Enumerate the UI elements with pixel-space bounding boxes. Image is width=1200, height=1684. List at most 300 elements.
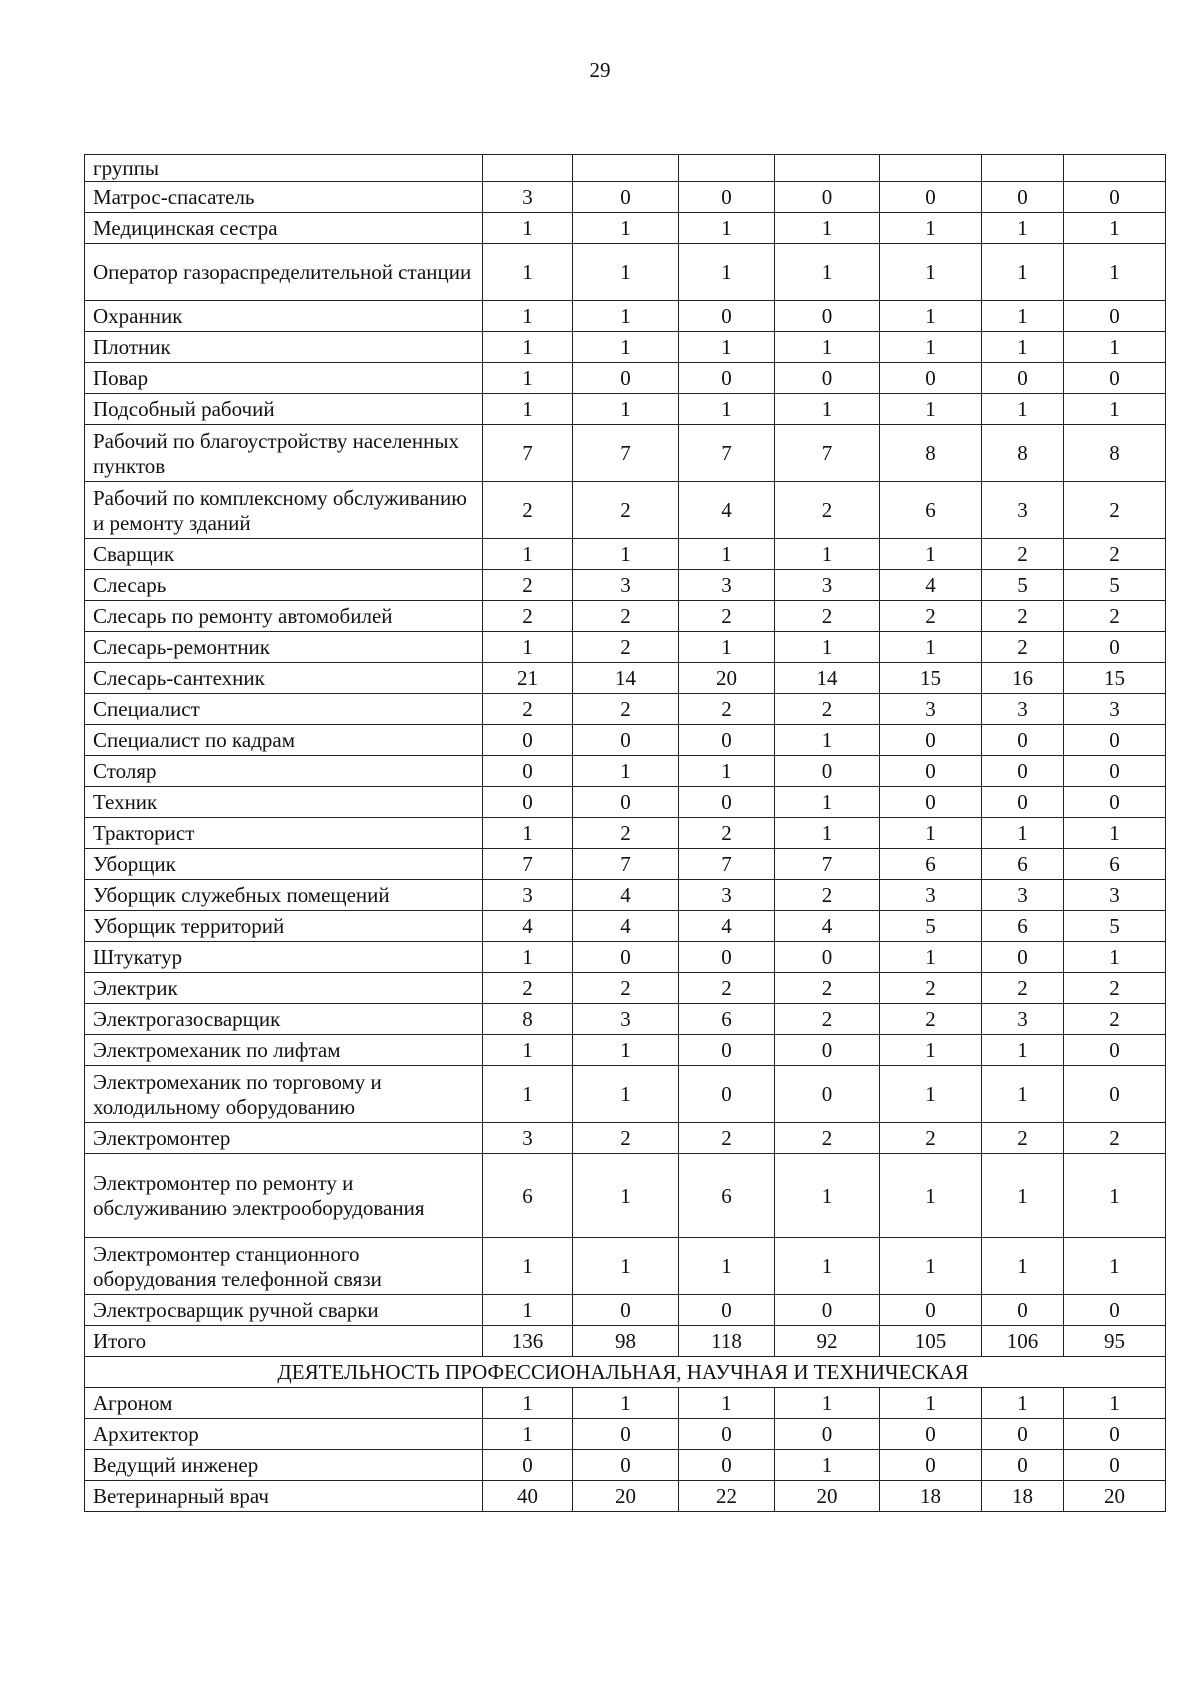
profession-cell: Архитектор bbox=[85, 1419, 483, 1450]
value-cell: 3 bbox=[1064, 880, 1166, 911]
value-cell: 0 bbox=[573, 363, 679, 394]
value-cell: 2 bbox=[880, 601, 982, 632]
value-cell: 1 bbox=[982, 1035, 1064, 1066]
table-row bbox=[85, 425, 1166, 482]
staffing-table bbox=[84, 154, 1166, 1512]
value-cell: 0 bbox=[1064, 182, 1166, 213]
table-row bbox=[85, 1295, 1166, 1326]
profession-cell: Слесарь-сантехник bbox=[85, 663, 483, 694]
value-cell: 3 bbox=[483, 182, 573, 213]
profession-cell: Электромеханик по торговому и холодильному оборудованию bbox=[85, 1066, 483, 1123]
value-cell: 0 bbox=[880, 182, 982, 213]
value-cell: 0 bbox=[1064, 725, 1166, 756]
value-cell: 1 bbox=[775, 213, 880, 244]
profession-cell: Столяр bbox=[85, 756, 483, 787]
profession-cell: Штукатур bbox=[85, 942, 483, 973]
value-cell: 1 bbox=[573, 539, 679, 570]
table-row bbox=[85, 394, 1166, 425]
value-cell: 0 bbox=[880, 787, 982, 818]
value-cell: 0 bbox=[679, 301, 775, 332]
profession-cell: Специалист bbox=[85, 694, 483, 725]
profession-cell: Рабочий по благоустройству населенных пунктов bbox=[85, 425, 483, 482]
value-cell: 2 bbox=[483, 570, 573, 601]
profession-cell: Специалист по кадрам bbox=[85, 725, 483, 756]
value-cell: 1 bbox=[679, 539, 775, 570]
value-cell: 1 bbox=[982, 244, 1064, 301]
value-cell: 2 bbox=[483, 601, 573, 632]
value-cell: 1 bbox=[880, 301, 982, 332]
value-cell: 0 bbox=[880, 363, 982, 394]
profession-cell: Подсобный рабочий bbox=[85, 394, 483, 425]
table-row bbox=[85, 973, 1166, 1004]
value-cell: 1 bbox=[880, 942, 982, 973]
value-cell: 0 bbox=[1064, 301, 1166, 332]
value-cell bbox=[573, 155, 679, 182]
value-cell: 1 bbox=[679, 244, 775, 301]
value-cell: 1 bbox=[880, 332, 982, 363]
value-cell: 1 bbox=[982, 394, 1064, 425]
value-cell: 1 bbox=[483, 244, 573, 301]
value-cell: 20 bbox=[679, 663, 775, 694]
value-cell: 4 bbox=[880, 570, 982, 601]
value-cell: 0 bbox=[1064, 1450, 1166, 1481]
table-row bbox=[85, 1004, 1166, 1035]
value-cell: 2 bbox=[880, 1123, 982, 1154]
value-cell: 0 bbox=[982, 363, 1064, 394]
value-cell: 92 bbox=[775, 1326, 880, 1357]
value-cell: 2 bbox=[982, 539, 1064, 570]
value-cell: 1 bbox=[1064, 1388, 1166, 1419]
value-cell: 0 bbox=[679, 1419, 775, 1450]
section-heading-row bbox=[85, 1357, 1166, 1388]
value-cell: 3 bbox=[982, 1004, 1064, 1035]
profession-cell: Рабочий по комплексному обслуживанию и ремонту зданий bbox=[85, 482, 483, 539]
value-cell: 1 bbox=[880, 1066, 982, 1123]
value-cell: 1 bbox=[775, 787, 880, 818]
value-cell: 0 bbox=[880, 1419, 982, 1450]
value-cell: 0 bbox=[573, 725, 679, 756]
table-row bbox=[85, 539, 1166, 570]
value-cell: 1 bbox=[483, 1388, 573, 1419]
value-cell: 7 bbox=[775, 425, 880, 482]
value-cell: 0 bbox=[483, 756, 573, 787]
value-cell: 1 bbox=[573, 244, 679, 301]
value-cell: 0 bbox=[573, 942, 679, 973]
value-cell: 1 bbox=[1064, 1238, 1166, 1295]
value-cell: 0 bbox=[1064, 1295, 1166, 1326]
value-cell: 0 bbox=[679, 1295, 775, 1326]
value-cell: 0 bbox=[679, 363, 775, 394]
profession-cell: Уборщик bbox=[85, 849, 483, 880]
profession-cell: Электромонтер по ремонту и обслуживанию электрооборудования bbox=[85, 1154, 483, 1238]
value-cell: 3 bbox=[1064, 694, 1166, 725]
value-cell: 6 bbox=[982, 849, 1064, 880]
value-cell: 1 bbox=[982, 1238, 1064, 1295]
value-cell: 0 bbox=[880, 1295, 982, 1326]
value-cell: 8 bbox=[483, 1004, 573, 1035]
profession-cell: Итого bbox=[85, 1326, 483, 1357]
value-cell: 8 bbox=[1064, 425, 1166, 482]
value-cell: 5 bbox=[982, 570, 1064, 601]
value-cell: 0 bbox=[982, 756, 1064, 787]
value-cell: 1 bbox=[483, 363, 573, 394]
value-cell: 1 bbox=[880, 1388, 982, 1419]
value-cell: 1 bbox=[679, 632, 775, 663]
value-cell: 0 bbox=[483, 787, 573, 818]
value-cell: 2 bbox=[982, 973, 1064, 1004]
value-cell: 2 bbox=[775, 601, 880, 632]
value-cell: 0 bbox=[775, 1419, 880, 1450]
value-cell: 1 bbox=[775, 1238, 880, 1295]
table-row bbox=[85, 725, 1166, 756]
value-cell: 0 bbox=[775, 182, 880, 213]
profession-cell: Уборщик территорий bbox=[85, 911, 483, 942]
profession-cell: Агроном bbox=[85, 1388, 483, 1419]
value-cell: 0 bbox=[679, 725, 775, 756]
value-cell: 0 bbox=[1064, 1035, 1166, 1066]
value-cell: 2 bbox=[573, 482, 679, 539]
value-cell: 2 bbox=[775, 1123, 880, 1154]
value-cell: 0 bbox=[982, 787, 1064, 818]
value-cell: 2 bbox=[775, 694, 880, 725]
value-cell: 118 bbox=[679, 1326, 775, 1357]
value-cell: 0 bbox=[1064, 787, 1166, 818]
value-cell: 2 bbox=[573, 818, 679, 849]
value-cell: 0 bbox=[982, 1419, 1064, 1450]
value-cell: 1 bbox=[775, 1388, 880, 1419]
value-cell: 1 bbox=[679, 213, 775, 244]
profession-cell: Повар bbox=[85, 363, 483, 394]
value-cell: 2 bbox=[1064, 539, 1166, 570]
value-cell: 1 bbox=[679, 756, 775, 787]
value-cell: 2 bbox=[1064, 973, 1166, 1004]
value-cell: 3 bbox=[679, 880, 775, 911]
value-cell: 3 bbox=[880, 694, 982, 725]
value-cell: 1 bbox=[573, 394, 679, 425]
value-cell: 1 bbox=[679, 332, 775, 363]
value-cell: 1 bbox=[573, 213, 679, 244]
table-row bbox=[85, 942, 1166, 973]
value-cell bbox=[1064, 155, 1166, 182]
value-cell: 1 bbox=[775, 632, 880, 663]
value-cell: 1 bbox=[982, 1388, 1064, 1419]
profession-cell: Уборщик служебных помещений bbox=[85, 880, 483, 911]
value-cell: 1 bbox=[1064, 394, 1166, 425]
table-row bbox=[85, 632, 1166, 663]
value-cell: 2 bbox=[679, 601, 775, 632]
value-cell: 2 bbox=[775, 482, 880, 539]
table-row bbox=[85, 363, 1166, 394]
profession-cell: Плотник bbox=[85, 332, 483, 363]
table-row bbox=[85, 1238, 1166, 1295]
value-cell: 20 bbox=[573, 1481, 679, 1512]
value-cell: 1 bbox=[483, 213, 573, 244]
value-cell: 2 bbox=[573, 973, 679, 1004]
value-cell bbox=[880, 155, 982, 182]
value-cell: 2 bbox=[775, 1004, 880, 1035]
value-cell: 2 bbox=[982, 601, 1064, 632]
profession-cell: Электромонтер станционного оборудования телефонной связи bbox=[85, 1238, 483, 1295]
value-cell: 0 bbox=[775, 1295, 880, 1326]
value-cell: 3 bbox=[573, 570, 679, 601]
value-cell: 5 bbox=[1064, 570, 1166, 601]
value-cell: 15 bbox=[880, 663, 982, 694]
value-cell: 15 bbox=[1064, 663, 1166, 694]
value-cell: 136 bbox=[483, 1326, 573, 1357]
profession-cell: Слесарь-ремонтник bbox=[85, 632, 483, 663]
value-cell: 1 bbox=[982, 1066, 1064, 1123]
profession-cell: Матрос-спасатель bbox=[85, 182, 483, 213]
table-row bbox=[85, 1419, 1166, 1450]
value-cell: 1 bbox=[483, 332, 573, 363]
profession-cell: Электрик bbox=[85, 973, 483, 1004]
value-cell: 2 bbox=[1064, 601, 1166, 632]
value-cell: 8 bbox=[982, 425, 1064, 482]
value-cell: 0 bbox=[1064, 1419, 1166, 1450]
value-cell: 2 bbox=[483, 482, 573, 539]
total-row bbox=[85, 1326, 1166, 1357]
table-row bbox=[85, 663, 1166, 694]
value-cell: 1 bbox=[775, 1450, 880, 1481]
value-cell: 2 bbox=[573, 601, 679, 632]
profession-cell: Электрогазосварщик bbox=[85, 1004, 483, 1035]
value-cell: 2 bbox=[573, 694, 679, 725]
table-row bbox=[85, 1388, 1166, 1419]
value-cell: 3 bbox=[982, 482, 1064, 539]
value-cell: 1 bbox=[775, 332, 880, 363]
value-cell: 1 bbox=[982, 301, 1064, 332]
value-cell: 1 bbox=[483, 301, 573, 332]
value-cell: 21 bbox=[483, 663, 573, 694]
value-cell: 1 bbox=[483, 632, 573, 663]
value-cell: 4 bbox=[483, 911, 573, 942]
value-cell: 1 bbox=[1064, 213, 1166, 244]
profession-cell: Ветеринарный врач bbox=[85, 1481, 483, 1512]
value-cell: 4 bbox=[679, 482, 775, 539]
table-row bbox=[85, 1123, 1166, 1154]
table-row bbox=[85, 818, 1166, 849]
value-cell: 2 bbox=[1064, 1123, 1166, 1154]
value-cell: 1 bbox=[880, 213, 982, 244]
value-cell: 2 bbox=[679, 818, 775, 849]
value-cell: 6 bbox=[982, 911, 1064, 942]
value-cell: 1 bbox=[880, 632, 982, 663]
table-row bbox=[85, 482, 1166, 539]
value-cell: 0 bbox=[573, 787, 679, 818]
table-row bbox=[85, 694, 1166, 725]
table-row bbox=[85, 570, 1166, 601]
value-cell: 1 bbox=[982, 332, 1064, 363]
value-cell: 4 bbox=[573, 880, 679, 911]
value-cell: 4 bbox=[573, 911, 679, 942]
value-cell: 0 bbox=[982, 725, 1064, 756]
value-cell: 0 bbox=[982, 942, 1064, 973]
value-cell: 3 bbox=[483, 880, 573, 911]
value-cell: 7 bbox=[573, 425, 679, 482]
value-cell: 3 bbox=[483, 1123, 573, 1154]
table-row bbox=[85, 1066, 1166, 1123]
value-cell: 1 bbox=[573, 1154, 679, 1238]
value-cell: 16 bbox=[982, 663, 1064, 694]
value-cell: 0 bbox=[483, 725, 573, 756]
value-cell: 95 bbox=[1064, 1326, 1166, 1357]
value-cell: 7 bbox=[679, 425, 775, 482]
value-cell bbox=[679, 155, 775, 182]
value-cell: 0 bbox=[573, 1450, 679, 1481]
profession-cell: Слесарь по ремонту автомобилей bbox=[85, 601, 483, 632]
table-row bbox=[85, 301, 1166, 332]
value-cell: 1 bbox=[880, 818, 982, 849]
value-cell: 0 bbox=[880, 725, 982, 756]
profession-cell: группы bbox=[85, 155, 483, 182]
profession-cell: Электромонтер bbox=[85, 1123, 483, 1154]
value-cell: 2 bbox=[775, 973, 880, 1004]
value-cell: 0 bbox=[573, 182, 679, 213]
value-cell: 0 bbox=[679, 1066, 775, 1123]
value-cell: 1 bbox=[775, 725, 880, 756]
table-row bbox=[85, 787, 1166, 818]
value-cell: 7 bbox=[775, 849, 880, 880]
value-cell: 40 bbox=[483, 1481, 573, 1512]
value-cell: 0 bbox=[573, 1295, 679, 1326]
table-row bbox=[85, 601, 1166, 632]
value-cell: 2 bbox=[573, 1123, 679, 1154]
profession-cell: Техник bbox=[85, 787, 483, 818]
value-cell: 7 bbox=[483, 425, 573, 482]
value-cell: 6 bbox=[679, 1004, 775, 1035]
value-cell: 0 bbox=[1064, 1066, 1166, 1123]
table-row bbox=[85, 1035, 1166, 1066]
table-row bbox=[85, 1154, 1166, 1238]
value-cell bbox=[982, 155, 1064, 182]
table-row bbox=[85, 880, 1166, 911]
value-cell: 1 bbox=[775, 394, 880, 425]
value-cell: 1 bbox=[483, 539, 573, 570]
value-cell: 2 bbox=[573, 632, 679, 663]
value-cell: 0 bbox=[775, 363, 880, 394]
value-cell: 1 bbox=[982, 213, 1064, 244]
value-cell: 1 bbox=[775, 539, 880, 570]
value-cell: 2 bbox=[679, 973, 775, 1004]
value-cell: 6 bbox=[1064, 849, 1166, 880]
value-cell: 2 bbox=[483, 973, 573, 1004]
value-cell: 1 bbox=[880, 394, 982, 425]
value-cell: 1 bbox=[982, 1154, 1064, 1238]
value-cell: 3 bbox=[982, 880, 1064, 911]
value-cell: 1 bbox=[483, 942, 573, 973]
value-cell: 1 bbox=[880, 1154, 982, 1238]
value-cell: 1 bbox=[775, 818, 880, 849]
value-cell bbox=[775, 155, 880, 182]
profession-cell: Охранник bbox=[85, 301, 483, 332]
value-cell: 0 bbox=[1064, 756, 1166, 787]
table-row bbox=[85, 182, 1166, 213]
table-row bbox=[85, 244, 1166, 301]
value-cell: 1 bbox=[880, 244, 982, 301]
value-cell: 2 bbox=[982, 632, 1064, 663]
value-cell: 2 bbox=[982, 1123, 1064, 1154]
value-cell: 0 bbox=[483, 1450, 573, 1481]
value-cell: 7 bbox=[483, 849, 573, 880]
profession-cell: Медицинская сестра bbox=[85, 213, 483, 244]
profession-cell: Ведущий инженер bbox=[85, 1450, 483, 1481]
value-cell: 2 bbox=[679, 1123, 775, 1154]
value-cell: 2 bbox=[1064, 482, 1166, 539]
value-cell: 0 bbox=[775, 756, 880, 787]
value-cell: 3 bbox=[573, 1004, 679, 1035]
value-cell: 1 bbox=[679, 1238, 775, 1295]
value-cell: 14 bbox=[573, 663, 679, 694]
value-cell: 14 bbox=[775, 663, 880, 694]
value-cell: 2 bbox=[679, 694, 775, 725]
value-cell: 1 bbox=[573, 1388, 679, 1419]
value-cell: 1 bbox=[982, 818, 1064, 849]
value-cell: 0 bbox=[1064, 363, 1166, 394]
value-cell: 1 bbox=[1064, 818, 1166, 849]
value-cell: 22 bbox=[679, 1481, 775, 1512]
value-cell: 0 bbox=[679, 787, 775, 818]
value-cell: 1 bbox=[1064, 942, 1166, 973]
table-row bbox=[85, 849, 1166, 880]
value-cell: 3 bbox=[880, 880, 982, 911]
table-row bbox=[85, 1481, 1166, 1512]
value-cell: 1 bbox=[1064, 1154, 1166, 1238]
table-row bbox=[85, 1450, 1166, 1481]
value-cell: 0 bbox=[573, 1419, 679, 1450]
value-cell: 0 bbox=[679, 1450, 775, 1481]
value-cell: 0 bbox=[775, 942, 880, 973]
value-cell: 1 bbox=[483, 1238, 573, 1295]
value-cell: 1 bbox=[679, 394, 775, 425]
value-cell: 1 bbox=[880, 539, 982, 570]
value-cell: 6 bbox=[679, 1154, 775, 1238]
value-cell: 0 bbox=[679, 1035, 775, 1066]
value-cell: 1 bbox=[483, 394, 573, 425]
profession-cell: Электросварщик ручной сварки bbox=[85, 1295, 483, 1326]
value-cell: 4 bbox=[775, 911, 880, 942]
value-cell: 7 bbox=[573, 849, 679, 880]
value-cell: 1 bbox=[775, 244, 880, 301]
value-cell: 1 bbox=[573, 756, 679, 787]
value-cell: 0 bbox=[679, 942, 775, 973]
value-cell: 1 bbox=[1064, 332, 1166, 363]
value-cell: 3 bbox=[775, 570, 880, 601]
value-cell: 0 bbox=[982, 1450, 1064, 1481]
value-cell: 1 bbox=[679, 1388, 775, 1419]
value-cell: 1 bbox=[573, 1066, 679, 1123]
profession-cell: Электромеханик по лифтам bbox=[85, 1035, 483, 1066]
value-cell: 0 bbox=[982, 1295, 1064, 1326]
table-row bbox=[85, 911, 1166, 942]
value-cell: 1 bbox=[483, 1066, 573, 1123]
table-body bbox=[85, 155, 1166, 1512]
value-cell: 98 bbox=[573, 1326, 679, 1357]
section-heading: ДЕЯТЕЛЬНОСТЬ ПРОФЕССИОНАЛЬНАЯ, НАУЧНАЯ И ТЕХНИЧЕСКАЯ bbox=[85, 1357, 1166, 1388]
value-cell: 1 bbox=[573, 1238, 679, 1295]
value-cell: 2 bbox=[1064, 1004, 1166, 1035]
value-cell: 0 bbox=[775, 1035, 880, 1066]
value-cell: 2 bbox=[483, 694, 573, 725]
value-cell: 2 bbox=[880, 973, 982, 1004]
value-cell: 2 bbox=[880, 1004, 982, 1035]
profession-cell: Оператор газораспределительной станции bbox=[85, 244, 483, 301]
value-cell: 18 bbox=[982, 1481, 1064, 1512]
value-cell: 1 bbox=[483, 1419, 573, 1450]
page-number: 29 bbox=[589, 58, 611, 82]
value-cell: 4 bbox=[679, 911, 775, 942]
profession-cell: Тракторист bbox=[85, 818, 483, 849]
value-cell: 5 bbox=[1064, 911, 1166, 942]
